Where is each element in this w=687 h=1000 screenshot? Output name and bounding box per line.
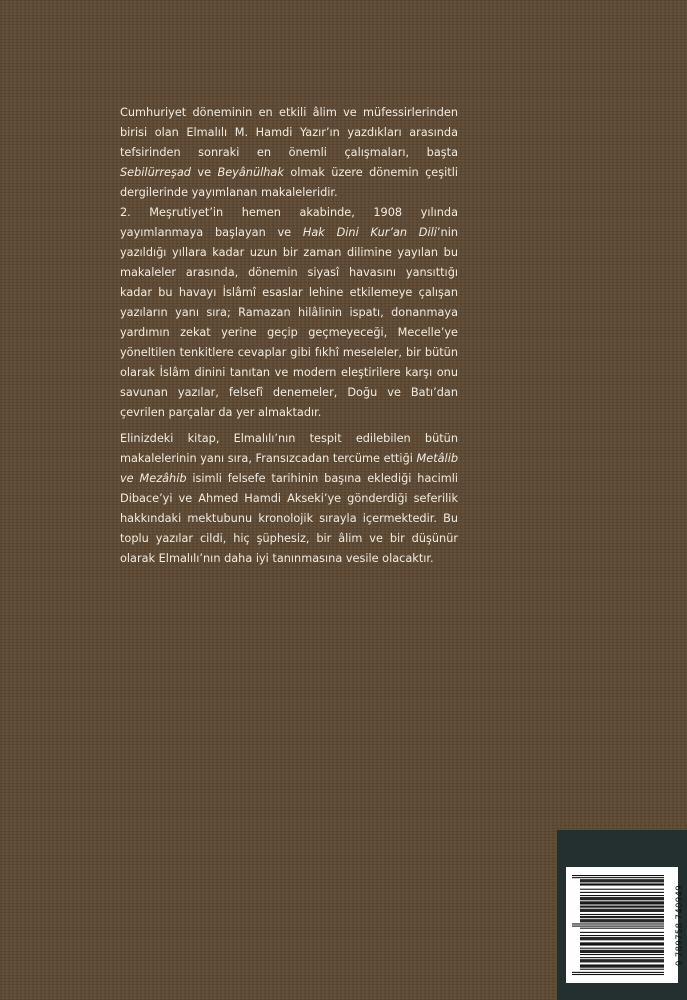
barcode-bar: [580, 961, 664, 962]
barcode-panel: [557, 830, 687, 1000]
barcode-bar: [580, 910, 664, 911]
barcode-bar: [572, 877, 664, 878]
barcode-bar: [580, 939, 664, 940]
barcode-bar: [580, 967, 664, 968]
barcode-bar: [580, 964, 664, 965]
journal-title-sebilurresad: Sebilürreşad: [120, 166, 191, 179]
barcode-bar: [580, 881, 664, 882]
barcode-bar: [580, 898, 664, 899]
barcode-bar: [580, 917, 664, 918]
barcode-bar: [580, 892, 664, 893]
barcode-bar: [580, 895, 664, 896]
barcode-bar: [580, 899, 664, 900]
barcode-bar: [580, 920, 664, 921]
barcode-bar: [580, 954, 664, 955]
back-cover-text: [120, 103, 458, 569]
barcode-bar: [580, 960, 664, 961]
barcode-bar: [580, 952, 664, 953]
barcode-bar: [580, 879, 664, 880]
text-segment: Elinizdeki kitap, Elmalılı’nın tespit edilebilen bütün makalelerinin yanı sıra, Fransızcadan tercüme ettiği: [120, 432, 458, 465]
paragraph-content: [120, 203, 458, 423]
barcode-bar: [580, 935, 664, 936]
text-segment: olmak üzere dönemin çeşitli dergilerinde yayımlanan makaleleridir.: [120, 166, 458, 199]
isbn-barcode: [566, 867, 685, 983]
barcode-bar: [580, 919, 664, 920]
barcode-bar: [580, 966, 664, 967]
isbn-number: 9 789758 740949: [675, 884, 685, 966]
barcode-bar: [580, 889, 664, 890]
barcode-bar: [580, 959, 664, 960]
barcode-bar: [580, 951, 664, 952]
journal-title-beyanulhak: Beyânülhak: [217, 166, 284, 179]
barcode-bar: [580, 897, 664, 898]
paragraph-summary: [120, 429, 458, 569]
barcode-bar: [580, 906, 664, 907]
barcode-bar: [580, 948, 664, 949]
text-segment: ve: [190, 166, 218, 179]
barcode-bar: [580, 937, 664, 938]
barcode-bar: [580, 938, 664, 939]
barcode-bar: [580, 911, 664, 912]
barcode-bar: [580, 950, 664, 951]
text-segment: isimli felsefe tarihinin başına eklediği hacimli Dibace’yi ve Ahmed Hamdi Akseki’ye gönderdiği seferilik hakkındaki mektubunu kronolojik sırayla içermektedir. Bu toplu yazılar cildi, hiç şüphesiz, bir âlim ve bir düşünür olarak Elmalılı’nın daha iyi tanınmasına vesile olacaktır.: [120, 472, 459, 565]
text-segment: Cumhuriyet döneminin en etkili âlim ve müfessirlerinden birisi olan Elmalılı M. Hamdi Yazır’ın yazdıkları arasında tefsirinden sonraki en önemli çalışmaları, başta: [120, 106, 458, 159]
barcode-bar: [580, 942, 664, 943]
barcode-bar: [580, 883, 664, 884]
text-segment: ’nin yazıldığı yıllara kadar uzun bir zaman dilimine yayılan bu makaleler arasında, dönemin siyasî havasını yansıttığı kadar bu havayı İslâmî esaslar lehine etkilemeye çalışan yazıların yanı sıra; Ramazan hilâlinin ispatı, donanmaya yardımın zekat yerine geçip geçmeyeceği, Mecelle’ye yöneltilen tenkitlere cevaplar gibi fıkhî meseleler, bir bütün olarak İslâm dinini tanıtan ve modern eleştirilere karşı onu savunan yazılar, felsefî denemeler, Doğu ve Batı’dan çevrilen parçalar da yer almaktadır.: [120, 226, 458, 419]
barcode-bar: [580, 943, 664, 944]
barcode-bar: [580, 914, 664, 915]
barcode-bar: [580, 884, 664, 885]
barcode-bar: [580, 903, 664, 904]
barcode-bar: [580, 901, 664, 902]
barcode-bar: [580, 969, 664, 970]
barcode-bar: [580, 916, 664, 917]
paragraph-intro: [120, 103, 458, 203]
text-segment: 2. Meşrutiyet’in hemen akabinde, 1908 yılında yayımlanmaya başlayan ve: [120, 206, 458, 239]
barcode-bar: [580, 944, 664, 945]
barcode-bar: [572, 972, 664, 973]
barcode-bar: [580, 902, 664, 903]
barcode-bar: [580, 932, 664, 933]
barcode-bar: [580, 921, 664, 922]
barcode-bar: [580, 928, 664, 929]
barcode-bar: [580, 957, 664, 958]
barcode-bar: [580, 907, 664, 908]
barcode-bar: [572, 923, 664, 924]
barcode-bar: [580, 880, 664, 881]
barcode-bar: [580, 909, 664, 910]
book-title-metalib: Metâlib ve Mezâhib: [120, 452, 458, 485]
barcode-bar: [572, 875, 664, 876]
book-title-hak-dini: Hak Dini Kur’an Dili: [302, 226, 437, 239]
barcode-bars: [570, 867, 670, 983]
barcode-bar: [572, 974, 664, 975]
barcode-bar: [572, 926, 664, 927]
